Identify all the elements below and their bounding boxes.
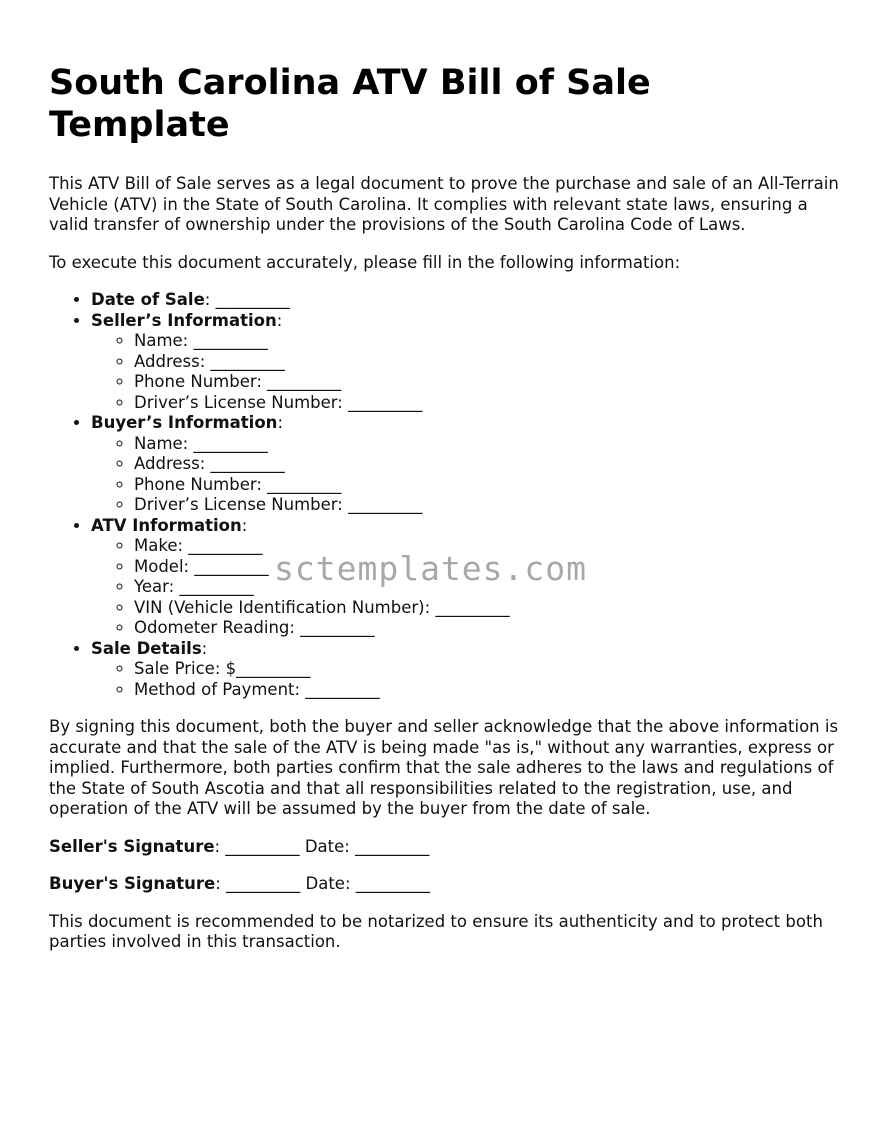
buyer-information-label: Buyer’s Information <box>91 413 278 432</box>
intro-paragraph: This ATV Bill of Sale serves as a legal document to prove the purchase and sale of an All-Terrain Vehicle (ATV) in the State of South Carolina. It complies with relevant state laws, ensuring a valid transfer of ownership under the provisions of the South Carolina Code of Laws. <box>49 174 839 234</box>
buyer-phone-field: ◦ Phone Number: _________ <box>134 475 839 496</box>
buyer-signature-label: Buyer's Signature <box>49 874 216 893</box>
seller-address-field: ◦ Address: _________ <box>134 352 839 373</box>
seller-information-label: Seller’s Information <box>91 310 277 330</box>
instruction-paragraph: To execute this document accurately, please fill in the following information: <box>49 252 681 272</box>
atv-make-field: ◦ Make: _________ <box>134 536 839 557</box>
seller-phone-field: ◦ Phone Number: _________ <box>134 372 839 393</box>
sale-price-field: ◦ Sale Price: $_________ <box>134 659 839 680</box>
date-of-sale-label: Date of Sale <box>91 290 205 309</box>
seller-license-field: ◦ Driver’s License Number: _________ <box>134 393 839 414</box>
seller-signature-line <box>49 837 839 858</box>
buyer-address-field: ◦ Address: _________ <box>134 454 839 475</box>
payment-method-field: ◦ Method of Payment: _________ <box>134 680 839 701</box>
sale-details-colon: : <box>201 638 208 658</box>
date-of-sale-blank: : _________ <box>204 290 290 309</box>
document-page <box>49 62 839 970</box>
list-item-buyer-information <box>91 413 839 516</box>
atv-vin-field: ◦ VIN (Vehicle Identification Number): _________ <box>134 598 839 619</box>
buyer-information-colon: : <box>277 413 283 432</box>
seller-information-colon: : <box>276 310 283 330</box>
atv-year-field: ◦ Year: _________ <box>134 577 839 598</box>
list-item-seller-information <box>91 311 839 414</box>
list-item-sale-details <box>91 639 839 701</box>
buyer-fields <box>91 434 839 516</box>
seller-signature-blanks: : _________ Date: _________ <box>214 836 430 856</box>
atv-model-field: ◦ Model: _________ <box>134 557 839 578</box>
buyer-signature-line <box>49 874 839 895</box>
seller-name-field: ◦ Name: _________ <box>134 331 839 352</box>
buyer-name-field: ◦ Name: _________ <box>134 434 839 455</box>
sale-fields <box>91 659 839 700</box>
closing-paragraph: This document is recommended to be notarized to ensure its authenticity and to protect both parties involved in this transaction. <box>49 911 823 951</box>
atv-odometer-field: ◦ Odometer Reading: _________ <box>134 618 839 639</box>
buyer-license-field: ◦ Driver’s License Number: _________ <box>134 495 839 516</box>
buyer-signature-blanks: : _________ Date: _________ <box>215 874 431 893</box>
atv-information-label: ATV Information <box>91 515 242 535</box>
list-item-date-of-sale <box>91 290 839 311</box>
sale-details-label: Sale Details <box>91 638 202 658</box>
atv-information-colon: : <box>241 515 248 535</box>
watermark: sctemplates.com <box>274 549 588 588</box>
seller-signature-label: Seller's Signature <box>49 836 215 856</box>
page-title: South Carolina ATV Bill of Sale Template <box>49 63 651 145</box>
information-list <box>49 290 839 700</box>
seller-fields <box>91 331 839 413</box>
acknowledgement-paragraph: By signing this document, both the buyer and seller acknowledge that the above information is accurate and that the sale of the ATV is being made "as is," without any warranties, express or implied. Furthermore, both parties confirm that the sale adheres to the laws and regulations of the State of South Ascotia and that all responsibilities related to the registration, use, and operation of the ATV will be assumed by the buyer from the date of sale. <box>49 717 839 818</box>
